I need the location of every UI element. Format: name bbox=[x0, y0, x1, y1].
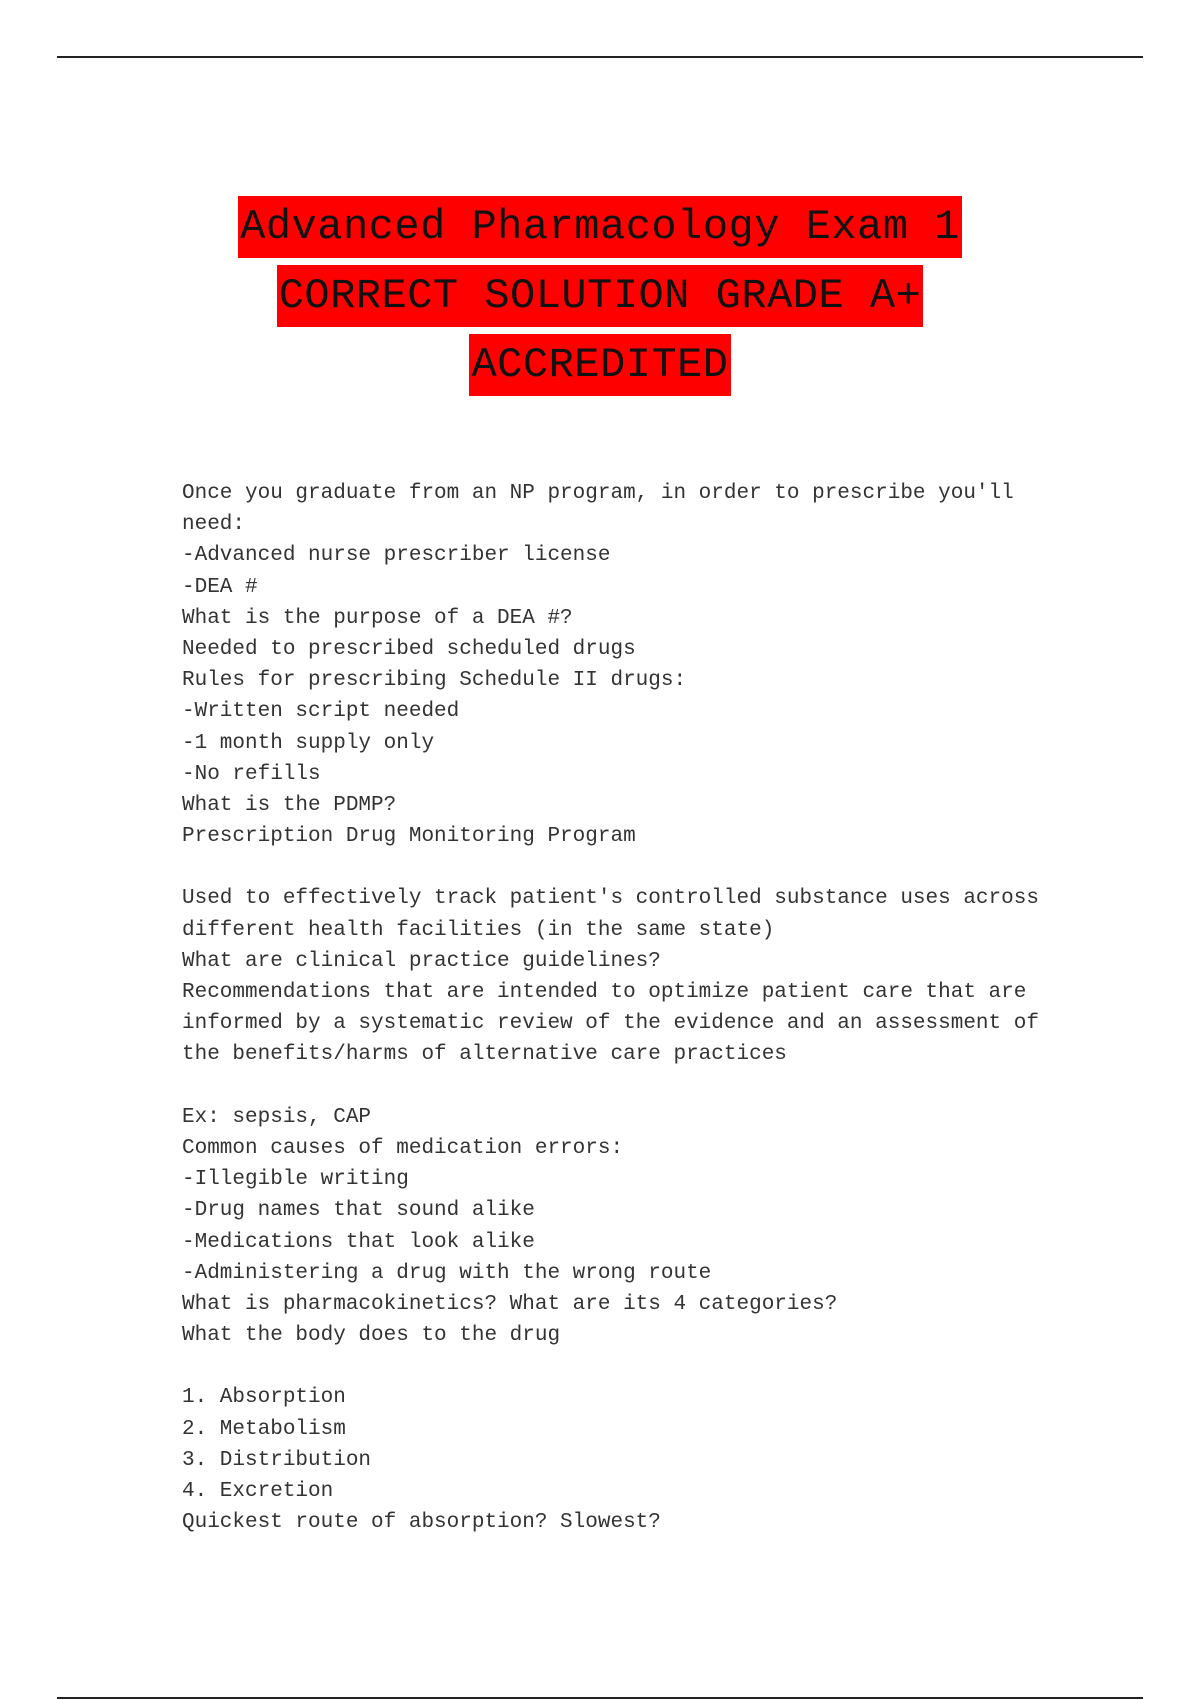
body-line: -Illegible writing bbox=[182, 1168, 409, 1192]
document-body bbox=[182, 478, 1082, 1538]
body-line: the benefits/harms of alternative care practices bbox=[182, 1043, 787, 1067]
body-line: What are clinical practice guidelines? bbox=[182, 949, 661, 973]
document-title bbox=[0, 196, 1200, 403]
title-text-3: ACCREDITED bbox=[469, 334, 730, 396]
body-line: Common causes of medication errors: bbox=[182, 1136, 624, 1160]
blank-line bbox=[182, 852, 1082, 883]
body-line: Rules for prescribing Schedule II drugs: bbox=[182, 669, 687, 693]
body-line: informed by a systematic review of the evidence and an assessment of bbox=[182, 1012, 1039, 1036]
bottom-rule bbox=[57, 1697, 1143, 1699]
body-line: 1. Absorption bbox=[182, 1386, 346, 1410]
body-line: 2. Metabolism bbox=[182, 1417, 346, 1441]
body-line: Used to effectively track patient's controlled substance uses across bbox=[182, 887, 1039, 911]
body-line: -Written script needed bbox=[182, 700, 460, 724]
body-line: -1 month supply only bbox=[182, 731, 435, 755]
body-line: What is the PDMP? bbox=[182, 793, 397, 817]
body-line: Needed to prescribed scheduled drugs bbox=[182, 637, 636, 661]
title-text-1: Advanced Pharmacology Exam 1 bbox=[238, 196, 962, 258]
body-line: Recommendations that are intended to optimize patient care that are bbox=[182, 981, 1027, 1004]
body-line: Quickest route of absorption? Slowest? bbox=[182, 1511, 661, 1535]
title-text-2: CORRECT SOLUTION GRADE A+ bbox=[277, 265, 924, 327]
body-line: need: bbox=[182, 513, 246, 537]
body-line: Once you graduate from an NP program, in order to prescribe you'll bbox=[182, 482, 1014, 505]
title-line-1 bbox=[0, 196, 1200, 265]
body-line: What the body does to the drug bbox=[182, 1324, 561, 1348]
body-line: -Administering a drug with the wrong route bbox=[182, 1261, 712, 1285]
body-line: -DEA # bbox=[182, 575, 258, 599]
body-line: -Advanced nurse prescriber license bbox=[182, 544, 611, 568]
body-line: 3. Distribution bbox=[182, 1448, 372, 1472]
body-line: Ex: sepsis, CAP bbox=[182, 1105, 372, 1129]
blank-line bbox=[182, 1351, 1082, 1382]
title-line-3 bbox=[0, 334, 1200, 403]
body-line: 4. Excretion bbox=[182, 1480, 334, 1503]
body-line: -Medications that look alike bbox=[182, 1230, 535, 1254]
top-rule bbox=[57, 56, 1143, 58]
blank-line bbox=[182, 1071, 1082, 1102]
title-line-2 bbox=[0, 265, 1200, 334]
body-line: Prescription Drug Monitoring Program bbox=[182, 825, 636, 849]
body-line: -No refills bbox=[182, 762, 321, 786]
body-line: What is the purpose of a DEA #? bbox=[182, 606, 573, 630]
body-line: different health facilities (in the same state) bbox=[182, 918, 775, 942]
body-line: What is pharmacokinetics? What are its 4 categories? bbox=[182, 1292, 838, 1316]
body-line: -Drug names that sound alike bbox=[182, 1199, 535, 1223]
